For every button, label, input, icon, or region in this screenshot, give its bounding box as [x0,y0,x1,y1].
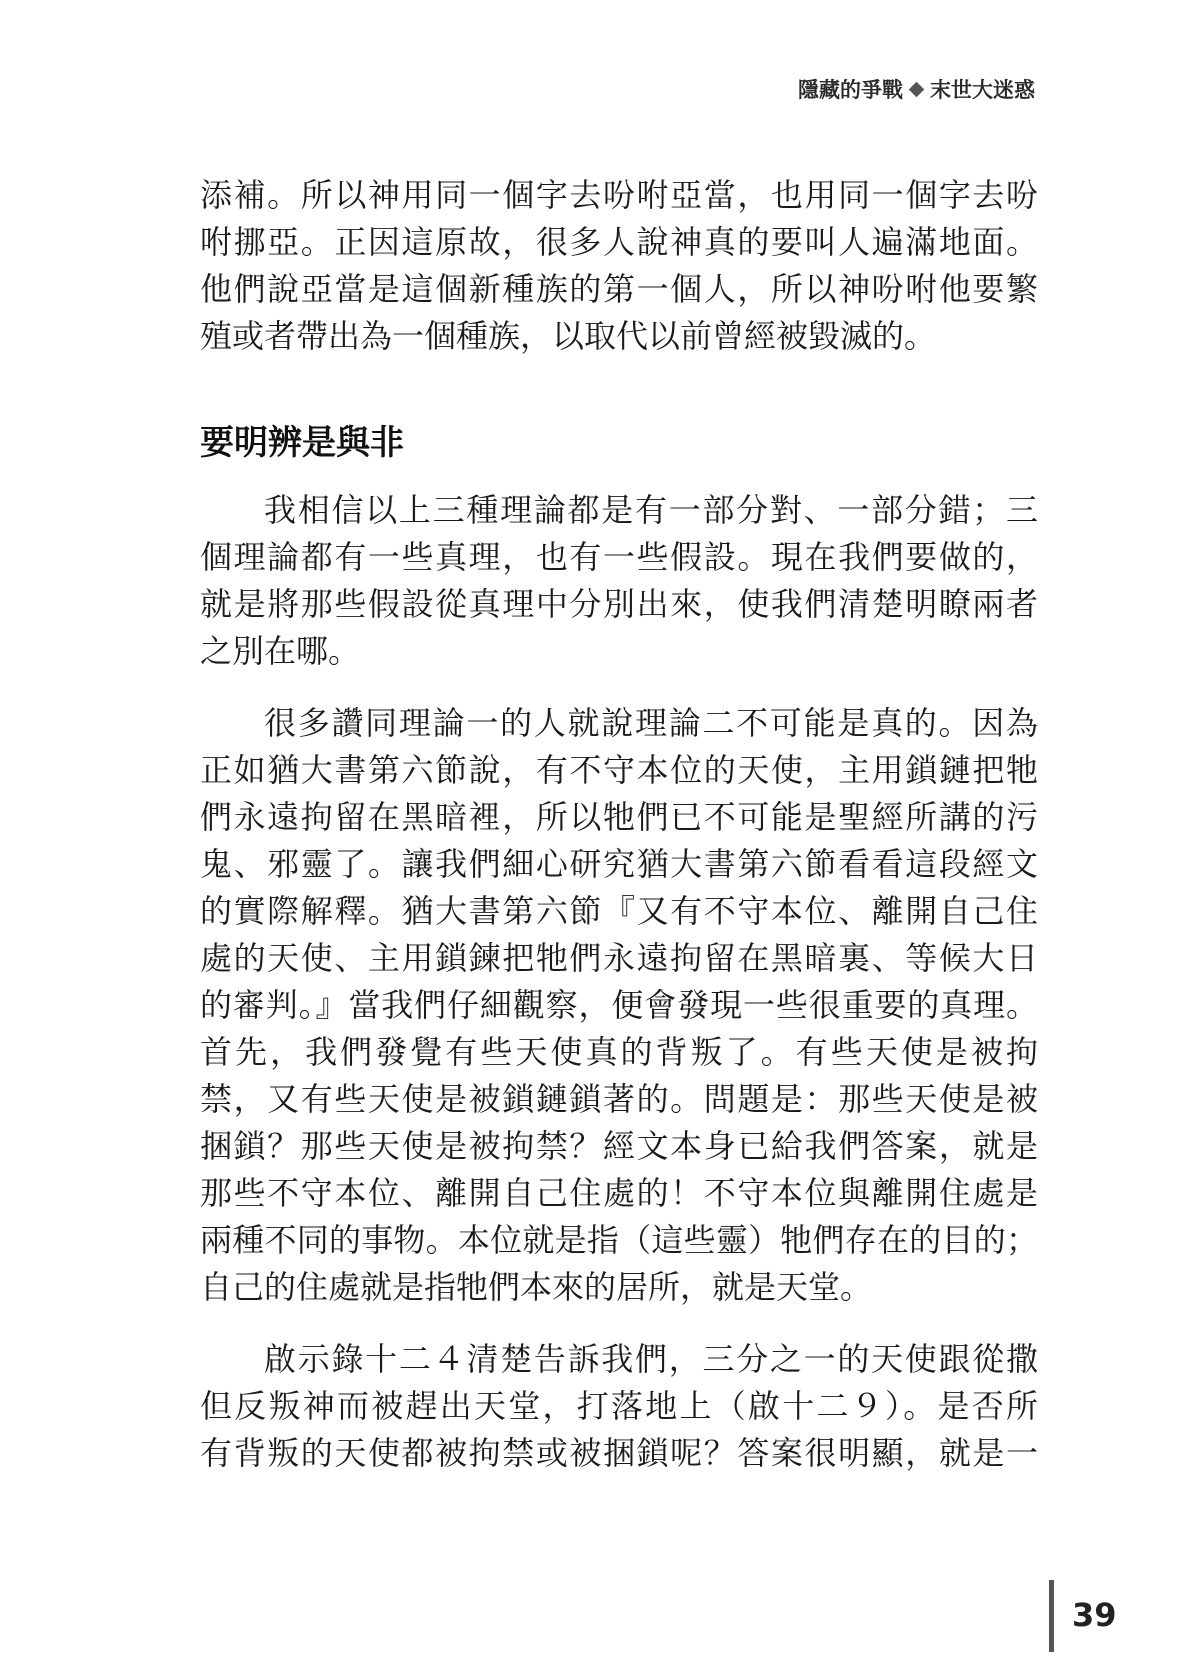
text-line: 鬼、邪靈了。讓我們細心研究猶大書第六節看看這段經文 [200,845,1038,883]
text-line: 捆鎖？那些天使是被拘禁？經文本身已給我們答案，就是 [200,1127,1038,1165]
section-heading: 要明辨是與非 [200,423,404,463]
text-line: 首先，我們發覺有些天使真的背叛了。有些天使是被拘 [200,1033,1038,1071]
page-body [200,172,1038,1502]
text-line: 添補。所以神用同一個字去吩咐亞當，也用同一個字去吩 [200,176,1038,214]
text-line: 咐挪亞。正因這原故，很多人說神真的要叫人遍滿地面。 [200,223,1038,261]
text-line: 啟示錄十二４清楚告訴我們，三分之一的天使跟從撒 [264,1340,1038,1378]
page-number-rule [1049,1580,1054,1652]
diamond-separator-icon [909,81,925,97]
paragraph [200,700,1038,1311]
page-number: 39 [1072,1596,1117,1634]
text-line: 很多讚同理論一的人就說理論二不可能是真的。因為 [264,704,1038,742]
text-line: 但反叛神而被趕出天堂，打落地上（啟十二９）。是否所 [200,1387,1038,1425]
text-line: 的實際解釋。猶大書第六節『又有不守本位、離開自己住 [200,892,1038,930]
text-line: 禁，又有些天使是被鎖鏈鎖著的。問題是：那些天使是被 [200,1080,1038,1118]
text-line: 個理論都有一些真理，也有一些假設。現在我們要做的， [200,538,1038,576]
text-line: 兩種不同的事物。本位就是指（這些靈）牠們存在的目的； [200,1221,1038,1259]
text-line: 之別在哪。 [200,632,361,670]
paragraph [200,1336,1038,1477]
text-line: 我相信以上三種理論都是有一部分對、一部分錯；三 [264,491,1038,529]
text-line: 殖或者帶出為一個種族，以取代以前曾經被毀滅的。 [200,317,937,355]
text-line: 有背叛的天使都被拘禁或被捆鎖呢？答案很明顯，就是一 [200,1434,1038,1472]
book-subtitle: 末世大迷惑 [930,78,1035,102]
text-line: 們永遠拘留在黑暗裡，所以牠們已不可能是聖經所講的污 [200,798,1038,836]
text-line: 那些不守本位、離開自己住處的！不守本位與離開住處是 [200,1174,1038,1212]
running-header [798,74,1035,104]
text-line: 就是將那些假設從真理中分別出來，使我們清楚明瞭兩者 [200,585,1038,623]
text-line: 自己的住處就是指牠們本來的居所，就是天堂。 [200,1268,873,1306]
text-line: 處的天使、主用鎖鍊把牠們永遠拘留在黑暗裏、等候大日 [200,939,1038,977]
text-line: 的審判。』當我們仔細觀察，便會發現一些很重要的真理。 [200,986,1038,1024]
text-line: 正如猶大書第六節說，有不守本位的天使，主用鎖鏈把牠 [200,751,1038,789]
text-line: 他們說亞當是這個新種族的第一個人，所以神吩咐他要繁 [200,270,1038,308]
paragraph [200,487,1038,675]
paragraph-continued [200,172,1038,360]
book-title: 隱藏的爭戰 [798,78,903,102]
